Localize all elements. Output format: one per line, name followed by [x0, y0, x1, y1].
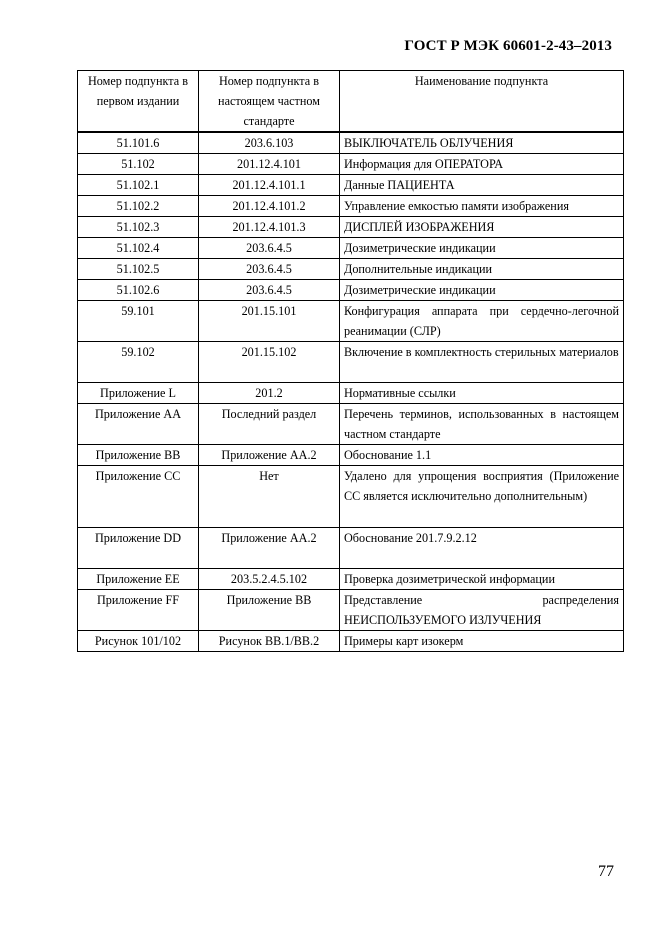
cell-first-edition: 59.102: [78, 342, 199, 383]
cell-subclause-name: Дополнительные индикации: [340, 259, 624, 280]
cell-first-edition: 51.102.3: [78, 217, 199, 238]
table-row: [78, 259, 624, 280]
table-row: [78, 217, 624, 238]
cell-subclause-name: Информация для ОПЕРАТОРА: [340, 154, 624, 175]
cell-first-edition: 51.102.5: [78, 259, 199, 280]
cell-current-standard: Приложение AA.2: [199, 445, 340, 466]
cell-subclause-name: Включение в комплектность стерильных материалов: [340, 342, 624, 383]
table-row: [78, 590, 624, 631]
cell-first-edition: Приложение AA: [78, 404, 199, 445]
cell-subclause-name: Конфигурация аппарата при сердечно-легочной реанимации (СЛР): [340, 301, 624, 342]
cell-current-standard: Приложение BB: [199, 590, 340, 631]
cell-first-edition: 51.102.6: [78, 280, 199, 301]
cell-subclause-name: Обоснование 201.7.9.2.12: [340, 528, 624, 569]
cell-first-edition: Приложение DD: [78, 528, 199, 569]
cell-first-edition: Приложение L: [78, 383, 199, 404]
table-row: [78, 569, 624, 590]
table-row: [78, 342, 624, 383]
cell-current-standard: 203.6.4.5: [199, 238, 340, 259]
cell-subclause-name: Обоснование 1.1: [340, 445, 624, 466]
page-number: 77: [598, 863, 614, 880]
cell-current-standard: 201.2: [199, 383, 340, 404]
cell-first-edition: 51.102.2: [78, 196, 199, 217]
cell-current-standard: 201.12.4.101.1: [199, 175, 340, 196]
table-row: [78, 175, 624, 196]
table-row: [78, 404, 624, 445]
table-row: [78, 154, 624, 175]
table-row: [78, 238, 624, 259]
cell-subclause-name: Примеры карт изокерм: [340, 631, 624, 652]
cell-current-standard: 203.6.4.5: [199, 280, 340, 301]
cell-current-standard: 203.6.103: [199, 132, 340, 154]
table-row: [78, 280, 624, 301]
cell-subclause-name: Дозиметрические индикации: [340, 238, 624, 259]
cell-first-edition: Приложение EE: [78, 569, 199, 590]
correspondence-table: [77, 70, 624, 652]
column-header-subclause-name: Наименование подпункта: [340, 71, 624, 133]
table-row: [78, 383, 624, 404]
cell-first-edition: Приложение CC: [78, 466, 199, 528]
cell-first-edition: Приложение FF: [78, 590, 199, 631]
cell-first-edition: Приложение BB: [78, 445, 199, 466]
cell-subclause-name: Перечень терминов, использованных в настоящем частном стандарте: [340, 404, 624, 445]
cell-subclause-name: Управление емкостью памяти изображения: [340, 196, 624, 217]
table-row: [78, 132, 624, 154]
cell-current-standard: 203.6.4.5: [199, 259, 340, 280]
cell-subclause-name: Дозиметрические индикации: [340, 280, 624, 301]
cell-first-edition: 51.101.6: [78, 132, 199, 154]
cell-first-edition: 51.102.4: [78, 238, 199, 259]
cell-current-standard: Нет: [199, 466, 340, 528]
table-row: [78, 445, 624, 466]
table-row: [78, 631, 624, 652]
cell-current-standard: 203.5.2.4.5.102: [199, 569, 340, 590]
cell-current-standard: Последний раздел: [199, 404, 340, 445]
cell-current-standard: 201.15.101: [199, 301, 340, 342]
cell-subclause-name: Удалено для упрощения восприятия (Приложение CC является исключительно дополнительным): [340, 466, 624, 528]
table-header-row: [78, 71, 624, 133]
column-header-current-standard: Номер подпункта в настоящем частном стандарте: [199, 71, 340, 133]
cell-subclause-name: Проверка дозиметрической информации: [340, 569, 624, 590]
cell-current-standard: Рисунок BB.1/BB.2: [199, 631, 340, 652]
cell-first-edition: Рисунок 101/102: [78, 631, 199, 652]
cell-subclause-name: ДИСПЛЕЙ ИЗОБРАЖЕНИЯ: [340, 217, 624, 238]
table-row: [78, 301, 624, 342]
cell-current-standard: 201.12.4.101: [199, 154, 340, 175]
page-header: ГОСТ Р МЭК 60601-2-43–2013: [404, 38, 612, 54]
cell-current-standard: 201.15.102: [199, 342, 340, 383]
cell-subclause-name: Данные ПАЦИЕНТА: [340, 175, 624, 196]
cell-current-standard: 201.12.4.101.2: [199, 196, 340, 217]
cell-subclause-name: Представление распределения НЕИСПОЛЬЗУЕМОГО ИЗЛУЧЕНИЯ: [340, 590, 624, 631]
cell-subclause-name: Нормативные ссылки: [340, 383, 624, 404]
cell-first-edition: 51.102.1: [78, 175, 199, 196]
column-header-first-edition: Номер подпункта в первом издании: [78, 71, 199, 133]
table-row: [78, 528, 624, 569]
cell-first-edition: 51.102: [78, 154, 199, 175]
table-row: [78, 466, 624, 528]
cell-first-edition: 59.101: [78, 301, 199, 342]
table-row: [78, 196, 624, 217]
cell-current-standard: Приложение AA.2: [199, 528, 340, 569]
cell-subclause-name: ВЫКЛЮЧАТЕЛЬ ОБЛУЧЕНИЯ: [340, 132, 624, 154]
cell-current-standard: 201.12.4.101.3: [199, 217, 340, 238]
